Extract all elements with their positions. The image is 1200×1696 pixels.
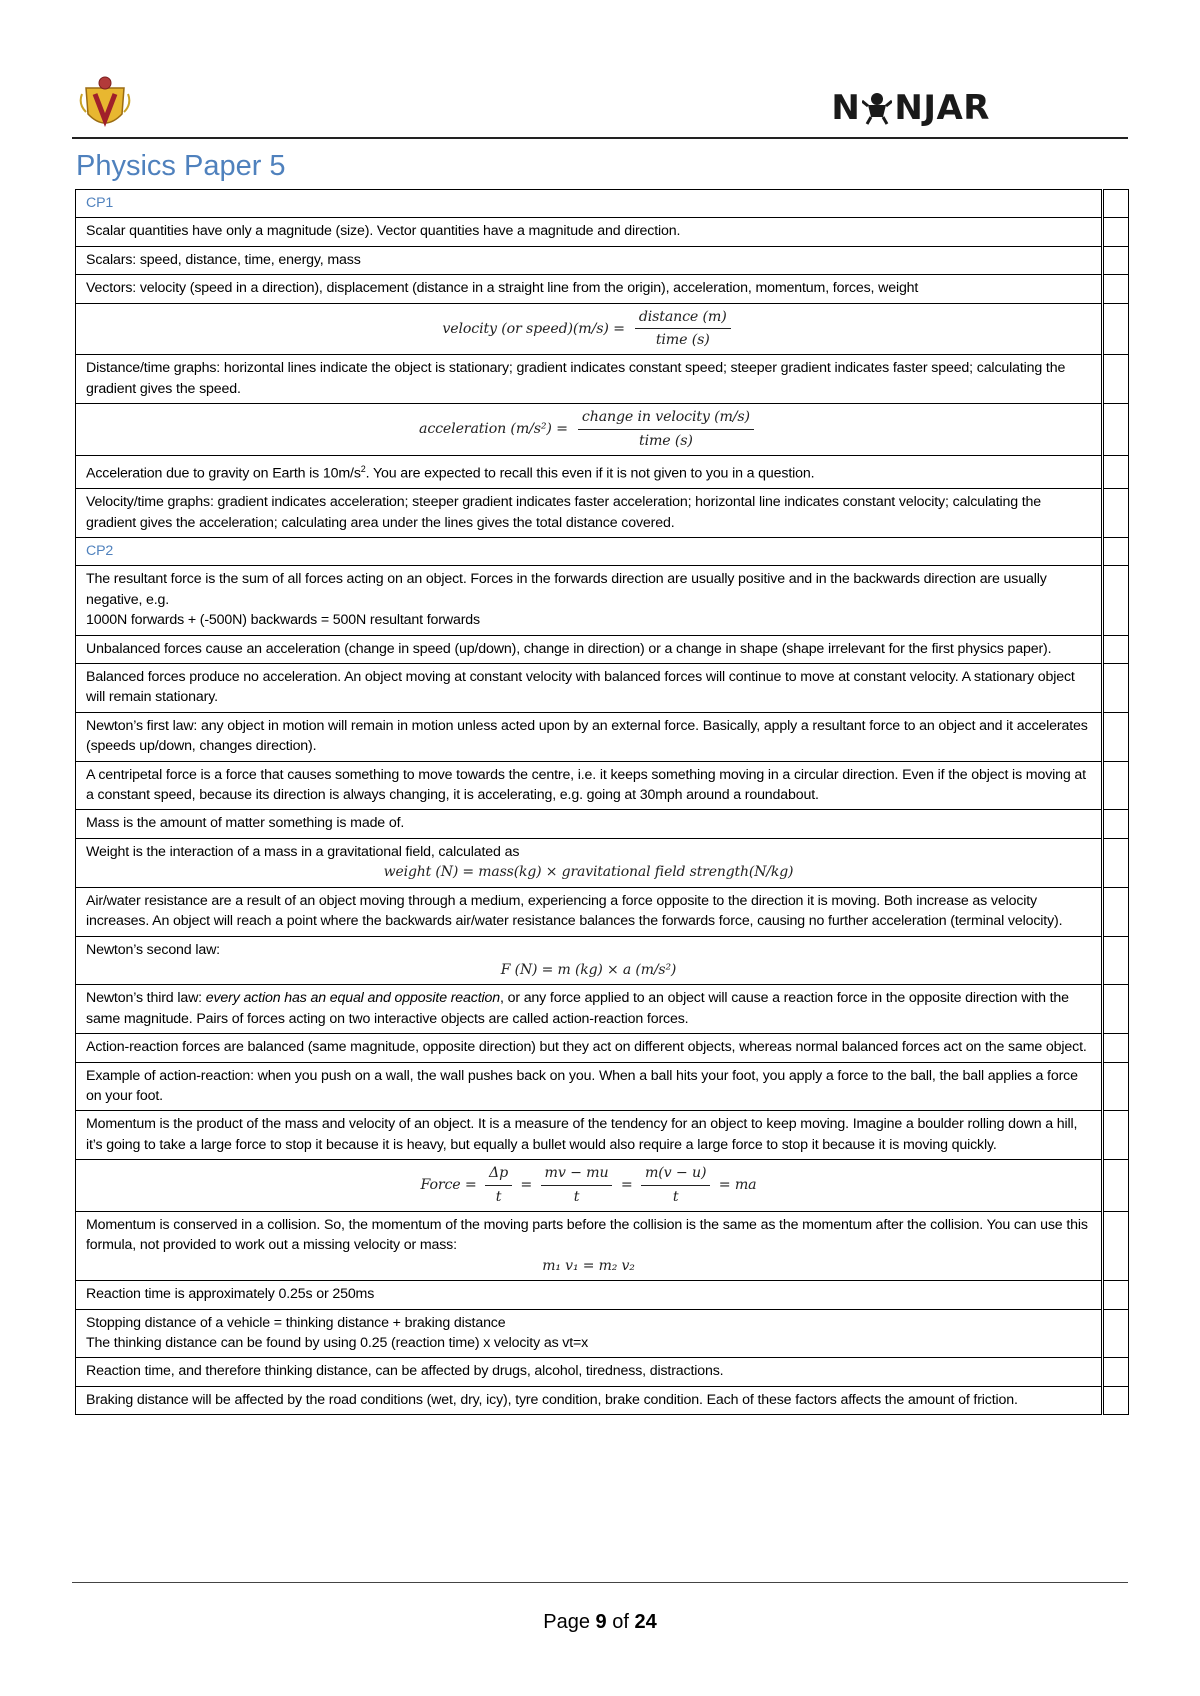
table-row xyxy=(76,1111,1129,1160)
tick-box[interactable] xyxy=(1103,1034,1129,1062)
second-law-formula: F (N) = m (kg) × a (m/s²) xyxy=(500,961,677,978)
row-text: Newton’s third law: every action has an equal and opposite reaction, or any force applied to an object will cause a reaction force in the opposite direction with the same magnitude. Pairs of forces acting on two interactive objects are called action-reaction forces. xyxy=(76,985,1103,1034)
table-row xyxy=(76,635,1129,663)
tick-box[interactable] xyxy=(1103,936,1129,985)
ninja-figure-icon xyxy=(862,91,892,125)
row-text: Momentum is the product of the mass and velocity of an object. It is a measure of the tendency for an object to keep moving. Imagine a boulder rolling down a hill, it’s going to take a large force to stop it because it is heavy, but equally a bullet would also require a large force to stop it because it is moving quickly. xyxy=(76,1111,1103,1160)
footer-divider xyxy=(72,1582,1128,1583)
tick-box[interactable] xyxy=(1103,1111,1129,1160)
tick-box[interactable] xyxy=(1103,404,1129,456)
table-row xyxy=(76,712,1129,761)
table-row xyxy=(76,1309,1129,1358)
tick-box[interactable] xyxy=(1103,1309,1129,1358)
tick-box[interactable] xyxy=(1103,566,1129,635)
brand-right: NJAR xyxy=(894,88,990,128)
ninjar-logo xyxy=(831,88,990,128)
tick-box[interactable] xyxy=(1103,190,1129,218)
row-text: Reaction time, and therefore thinking distance, can be affected by drugs, alcohol, tiredness, distractions. xyxy=(76,1358,1103,1386)
table-row xyxy=(76,761,1129,810)
force-momentum-formula: Force = $\frac{\Delta p}{t}$ = $\frac{mv - mu}{t}$ = $\frac{m(v - u)}{t}$ = ma xyxy=(76,1160,1103,1212)
tick-box[interactable] xyxy=(1103,838,1129,887)
row-text: Scalars: speed, distance, time, energy, mass xyxy=(76,246,1103,274)
row-text: Newton’s first law: any object in motion will remain in motion unless acted upon by an external force. Basically, apply a resultant force to an object and it accelerates (speeds up/down, changes direction). xyxy=(76,712,1103,761)
section-label: CP1 xyxy=(76,190,1103,218)
row-text: Unbalanced forces cause an acceleration (change in speed (up/down), change in direction) or a change in shape (shape irrelevant for the first physics paper). xyxy=(76,635,1103,663)
tick-box[interactable] xyxy=(1103,1160,1129,1212)
header-divider xyxy=(72,137,1128,139)
tick-box[interactable] xyxy=(1103,1358,1129,1386)
row-text: Balanced forces produce no acceleration. An object moving at constant velocity with balanced forces will continue to move at constant velocity. A stationary object will remain stationary. xyxy=(76,664,1103,713)
tick-box[interactable] xyxy=(1103,355,1129,404)
table-row xyxy=(76,456,1129,489)
current-page: 9 xyxy=(595,1611,607,1633)
row-text: The resultant force is the sum of all forces acting on an object. Forces in the forwards direction are usually positive and in the backwards direction are usually negative, e.g. 1000N forwards + (-500N) backwards = 500N resultant forwards xyxy=(76,566,1103,635)
tick-box[interactable] xyxy=(1103,887,1129,936)
row-text: Velocity/time graphs: gradient indicates acceleration; steeper gradient indicates faster acceleration; horizontal line indicates constant velocity; calculating the gradient gives the acceleration; calculating area under the lines gives the total distance covered. xyxy=(76,489,1103,538)
row-text: Acceleration due to gravity on Earth is $10m/s^2$. You are expected to recall this even if it is not given to you in a question. xyxy=(76,456,1103,489)
table-row xyxy=(76,838,1129,887)
tick-box[interactable] xyxy=(1103,1211,1129,1280)
row-text: Reaction time is approximately 0.25s or 250ms xyxy=(76,1281,1103,1309)
table-row xyxy=(76,1062,1129,1111)
section-row-cp2 xyxy=(76,538,1129,566)
table-row xyxy=(76,985,1129,1034)
page-header xyxy=(72,70,1128,138)
formula-denominator: time (s) xyxy=(639,432,693,449)
row-text: A centripetal force is a force that causes something to move towards the centre, i.e. it keeps something moving in a circular direction. Even if the object is moving at a constant speed, because its direction is always changing, it is accelerating, e.g. going at 30mph around a roundabout. xyxy=(76,761,1103,810)
page-title: Physics Paper 5 xyxy=(76,150,286,182)
checklist-table xyxy=(75,189,1129,1415)
school-crest-icon xyxy=(78,74,132,134)
tick-box[interactable] xyxy=(1103,538,1129,566)
table-row xyxy=(76,887,1129,936)
table-row xyxy=(76,303,1129,355)
tick-box[interactable] xyxy=(1103,456,1129,489)
formula-lhs: acceleration (m/s²) = xyxy=(419,421,568,438)
section-row-cp1 xyxy=(76,190,1129,218)
tick-box[interactable] xyxy=(1103,1062,1129,1111)
table-row xyxy=(76,1034,1129,1062)
tick-box[interactable] xyxy=(1103,1281,1129,1309)
row-text: Vectors: velocity (speed in a direction), displacement (distance in a straight line from the origin), acceleration, momentum, forces, weight xyxy=(76,275,1103,303)
tick-box[interactable] xyxy=(1103,246,1129,274)
table-row xyxy=(76,1211,1129,1280)
tick-box[interactable] xyxy=(1103,275,1129,303)
table-row xyxy=(76,218,1129,246)
row-text: Newton’s second law: F (N) = m (kg) × a (m/s²) xyxy=(76,936,1103,985)
row-text: Distance/time graphs: horizontal lines indicate the object is stationary; gradient indicates constant speed; steeper gradient indicates faster speed; calculating the gradient gives the speed. xyxy=(76,355,1103,404)
row-text: Action-reaction forces are balanced (same magnitude, opposite direction) but they act on different objects, whereas normal balanced forces act on the same object. xyxy=(76,1034,1103,1062)
table-row xyxy=(76,810,1129,838)
formula-numerator: change in velocity (m/s) xyxy=(578,407,754,429)
momentum-conservation-formula: m₁ v₁ = m₂ v₂ xyxy=(542,1257,635,1274)
tick-box[interactable] xyxy=(1103,712,1129,761)
tick-box[interactable] xyxy=(1103,218,1129,246)
row-text: Stopping distance of a vehicle = thinking distance + braking distance The thinking distance can be found by using 0.25 (reaction time) x velocity as vt=x xyxy=(76,1309,1103,1358)
page-number: Page 9 of 24 xyxy=(543,1611,657,1633)
tick-box[interactable] xyxy=(1103,761,1129,810)
weight-formula: weight (N) = mass(kg) × gravitational field strength(N/kg) xyxy=(383,864,794,881)
table-row xyxy=(76,1386,1129,1414)
total-pages: 24 xyxy=(634,1611,657,1633)
tick-box[interactable] xyxy=(1103,635,1129,663)
row-text: Mass is the amount of matter something is made of. xyxy=(76,810,1103,838)
tick-box[interactable] xyxy=(1103,810,1129,838)
tick-box[interactable] xyxy=(1103,489,1129,538)
formula-numerator: distance (m) xyxy=(635,307,731,329)
table-row xyxy=(76,404,1129,456)
row-text: Example of action-reaction: when you push on a wall, the wall pushes back on you. When a ball hits your foot, you apply a force to the ball, the ball applies a force on your foot. xyxy=(76,1062,1103,1111)
tick-box[interactable] xyxy=(1103,303,1129,355)
acceleration-formula xyxy=(76,404,1103,456)
formula-lhs: velocity (or speed)(m/s) = xyxy=(442,320,625,337)
table-row xyxy=(76,1358,1129,1386)
table-row xyxy=(76,566,1129,635)
row-text: Scalar quantities have only a magnitude (size). Vector quantities have a magnitude and direction. xyxy=(76,218,1103,246)
tick-box[interactable] xyxy=(1103,1386,1129,1414)
section-label: CP2 xyxy=(76,538,1103,566)
table-row xyxy=(76,1160,1129,1212)
table-row xyxy=(76,1281,1129,1309)
tick-box[interactable] xyxy=(1103,985,1129,1034)
formula-denominator: time (s) xyxy=(655,332,710,349)
table-row xyxy=(76,355,1129,404)
row-text: Braking distance will be affected by the road conditions (wet, dry, icy), tyre condition, brake condition. Each of these factors affects the amount of friction. xyxy=(76,1386,1103,1414)
row-text: Air/water resistance are a result of an object moving through a medium, experiencing a force opposite to the direction it is moving. Both increase as velocity increases. An object will reach a point where the backwards air/water resistance balances the forwards force, causing no further acceleration (terminal velocity). xyxy=(76,887,1103,936)
table-row xyxy=(76,489,1129,538)
brand-left: N xyxy=(831,88,861,128)
table-row xyxy=(76,246,1129,274)
table-row xyxy=(76,275,1129,303)
tick-box[interactable] xyxy=(1103,664,1129,713)
table-row xyxy=(76,936,1129,985)
row-text: Weight is the interaction of a mass in a gravitational field, calculated as weight (N) = mass(kg) × gravitational field strength(N/kg) xyxy=(76,838,1103,887)
table-row xyxy=(76,664,1129,713)
row-text: Momentum is conserved in a collision. So, the momentum of the moving parts before the collision is the same as the momentum after the collision. You can use this formula, not provided to work out a missing velocity or mass: m₁ v₁ = m₂ v₂ xyxy=(76,1211,1103,1280)
velocity-formula xyxy=(76,303,1103,355)
